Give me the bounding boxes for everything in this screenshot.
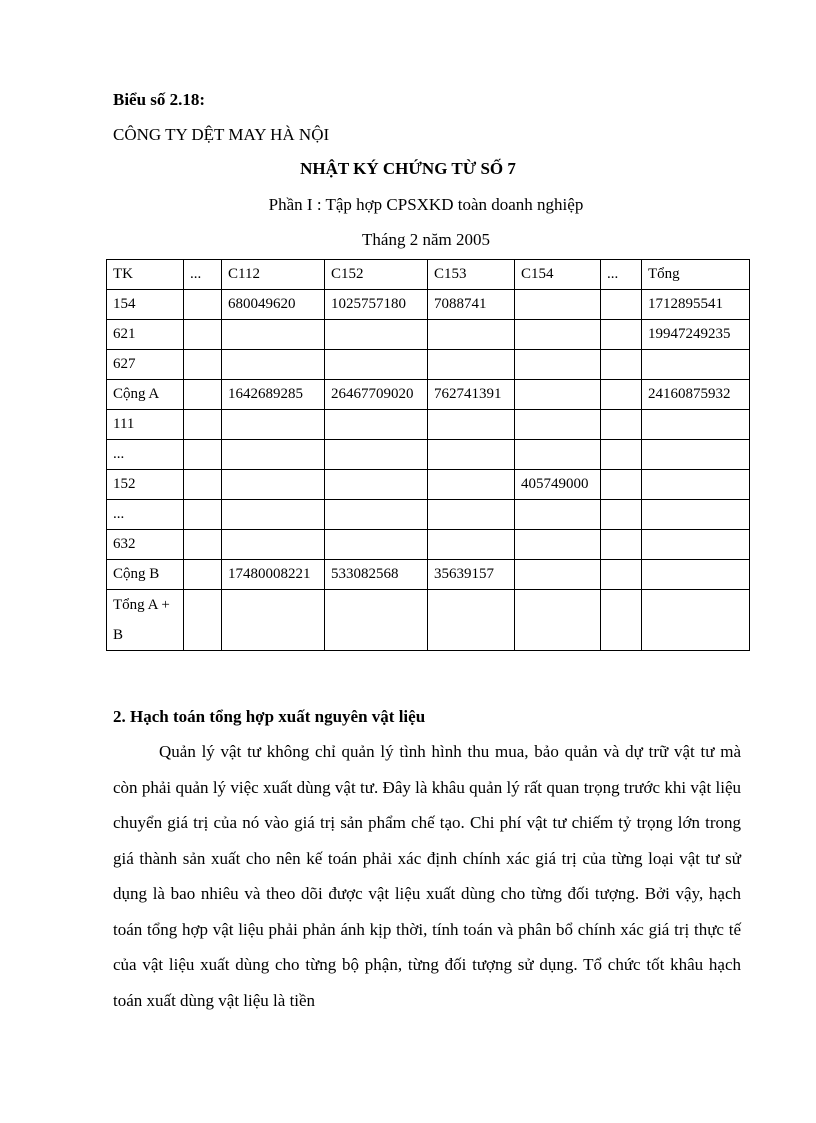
table-cell: [184, 380, 222, 410]
header-cell: ...: [601, 260, 642, 290]
table-row: [107, 350, 750, 380]
table-cell: [642, 410, 750, 440]
table-cell: 1642689285: [222, 380, 325, 410]
header-cell: C154: [515, 260, 601, 290]
table-cell: [515, 500, 601, 530]
table-cell: 19947249235: [642, 320, 750, 350]
table-cell: [601, 290, 642, 320]
journal-title: NHẬT KÝ CHỨNG TỪ SỐ 7: [300, 159, 516, 178]
table-cell: 26467709020: [325, 380, 428, 410]
table-cell: [601, 530, 642, 560]
journal-table: [106, 259, 750, 651]
table-cell: [642, 560, 750, 590]
table-cell: [515, 440, 601, 470]
table-cell: [515, 410, 601, 440]
header-cell: C112: [222, 260, 325, 290]
table-cell: [325, 320, 428, 350]
table-cell: [515, 290, 601, 320]
table-cell: Cộng B: [107, 560, 184, 590]
table-cell: [601, 560, 642, 590]
table-cell: [184, 500, 222, 530]
table-cell: ...: [107, 440, 184, 470]
table-cell: [184, 410, 222, 440]
header-cell: ...: [184, 260, 222, 290]
table-cell: 24160875932: [642, 380, 750, 410]
table-cell: 17480008221: [222, 560, 325, 590]
table-cell: [222, 590, 325, 651]
table-cell: Tổng A + B: [107, 590, 184, 651]
table-cell: [325, 350, 428, 380]
table-cell: [325, 590, 428, 651]
table-row: [107, 380, 750, 410]
table-row: [107, 320, 750, 350]
table-cell: 762741391: [428, 380, 515, 410]
table-cell: [184, 470, 222, 500]
table-cell: [222, 530, 325, 560]
table-cell: [428, 320, 515, 350]
table-row: [107, 470, 750, 500]
table-cell: [184, 530, 222, 560]
table-cell: [184, 290, 222, 320]
table-cell: [601, 500, 642, 530]
table-cell: [222, 320, 325, 350]
table-row: [107, 500, 750, 530]
table-cell: [515, 530, 601, 560]
table-cell: [515, 560, 601, 590]
table-cell: 35639157: [428, 560, 515, 590]
table-cell: [325, 440, 428, 470]
table-cell: [601, 440, 642, 470]
table-cell: ...: [107, 500, 184, 530]
header-cell: TK: [107, 260, 184, 290]
journal-subtitle: Phần I : Tập hợp CPSXKD toàn doanh nghiệp: [268, 195, 584, 214]
table-cell: [601, 470, 642, 500]
header-cell: C152: [325, 260, 428, 290]
table-cell: [184, 320, 222, 350]
table-cell: [222, 500, 325, 530]
table-cell: [642, 440, 750, 470]
table-row: [107, 560, 750, 590]
table-cell: [515, 590, 601, 651]
table-cell: 111: [107, 410, 184, 440]
table-row: [107, 410, 750, 440]
header-cell: Tổng: [642, 260, 750, 290]
table-cell: [325, 530, 428, 560]
table-cell: [428, 410, 515, 440]
table-cell: [601, 380, 642, 410]
table-row: [107, 590, 750, 651]
header-cell: C153: [428, 260, 515, 290]
table-row: [107, 440, 750, 470]
table-cell: 152: [107, 470, 184, 500]
form-label: Biểu số 2.18:: [113, 90, 206, 109]
table-header-row: [107, 260, 750, 290]
table-cell: [515, 320, 601, 350]
table-cell: [601, 350, 642, 380]
table-cell: 405749000: [515, 470, 601, 500]
table-cell: [642, 470, 750, 500]
table-cell: [601, 410, 642, 440]
table-cell: [222, 410, 325, 440]
table-cell: 533082568: [325, 560, 428, 590]
table-cell: 154: [107, 290, 184, 320]
table-cell: [184, 590, 222, 651]
table-cell: [642, 590, 750, 651]
table-cell: [325, 500, 428, 530]
company-name: CÔNG TY DỆT MAY HÀ NỘI: [113, 125, 330, 144]
journal-period: Tháng 2 năm 2005: [362, 230, 490, 249]
table-cell: [642, 350, 750, 380]
table-cell: [515, 350, 601, 380]
table-cell: 627: [107, 350, 184, 380]
table-cell: [184, 440, 222, 470]
table-row: [107, 290, 750, 320]
table-cell: [515, 380, 601, 410]
table-cell: [601, 590, 642, 651]
table-cell: [642, 500, 750, 530]
body-paragraph: Quản lý vật tư không chỉ quản lý tình hình thu mua, bảo quản và dự trữ vật tư mà còn phải quản lý việc xuất dùng vật tư. Đây là khâu quản lý rất quan trọng trước khi vật liệu chuyển giá trị của nó vào giá trị sản phẩm chế tạo. Chi phí vật tư chiếm tỷ trọng lớn trong giá thành sản xuất cho nên kế toán phải xác định chính xác giá trị của từng loại vật tư sử dụng là bao nhiêu và theo dõi được vật liệu xuất dùng cho từng đối tượng. Bởi vậy, hạch toán tổng hợp vật liệu phải phản ánh kịp thời, tính toán và phân bổ chính xác giá trị thực tế của vật liệu xuất dùng cho từng bộ phận, từng đối tượng sử dụng. Tổ chức tốt khâu hạch toán xuất dùng vật liệu là tiền: [113, 742, 741, 1010]
table-cell: [601, 320, 642, 350]
table-cell: [642, 530, 750, 560]
table-cell: [325, 470, 428, 500]
table-cell: 7088741: [428, 290, 515, 320]
table-row: [107, 530, 750, 560]
table-cell: [428, 470, 515, 500]
table-cell: [222, 440, 325, 470]
section-heading: 2. Hạch toán tổng hợp xuất nguyên vật liệu: [113, 707, 426, 726]
table-cell: 1712895541: [642, 290, 750, 320]
table-cell: [184, 560, 222, 590]
table-cell: [428, 350, 515, 380]
table-cell: [428, 440, 515, 470]
table-cell: [428, 530, 515, 560]
table-cell: Cộng A: [107, 380, 184, 410]
table-cell: 632: [107, 530, 184, 560]
table-cell: [184, 350, 222, 380]
table-cell: [325, 410, 428, 440]
table-cell: [222, 350, 325, 380]
table-cell: [428, 590, 515, 651]
table-cell: [428, 500, 515, 530]
table-cell: 680049620: [222, 290, 325, 320]
table-cell: [222, 470, 325, 500]
table-cell: 621: [107, 320, 184, 350]
table-cell: 1025757180: [325, 290, 428, 320]
